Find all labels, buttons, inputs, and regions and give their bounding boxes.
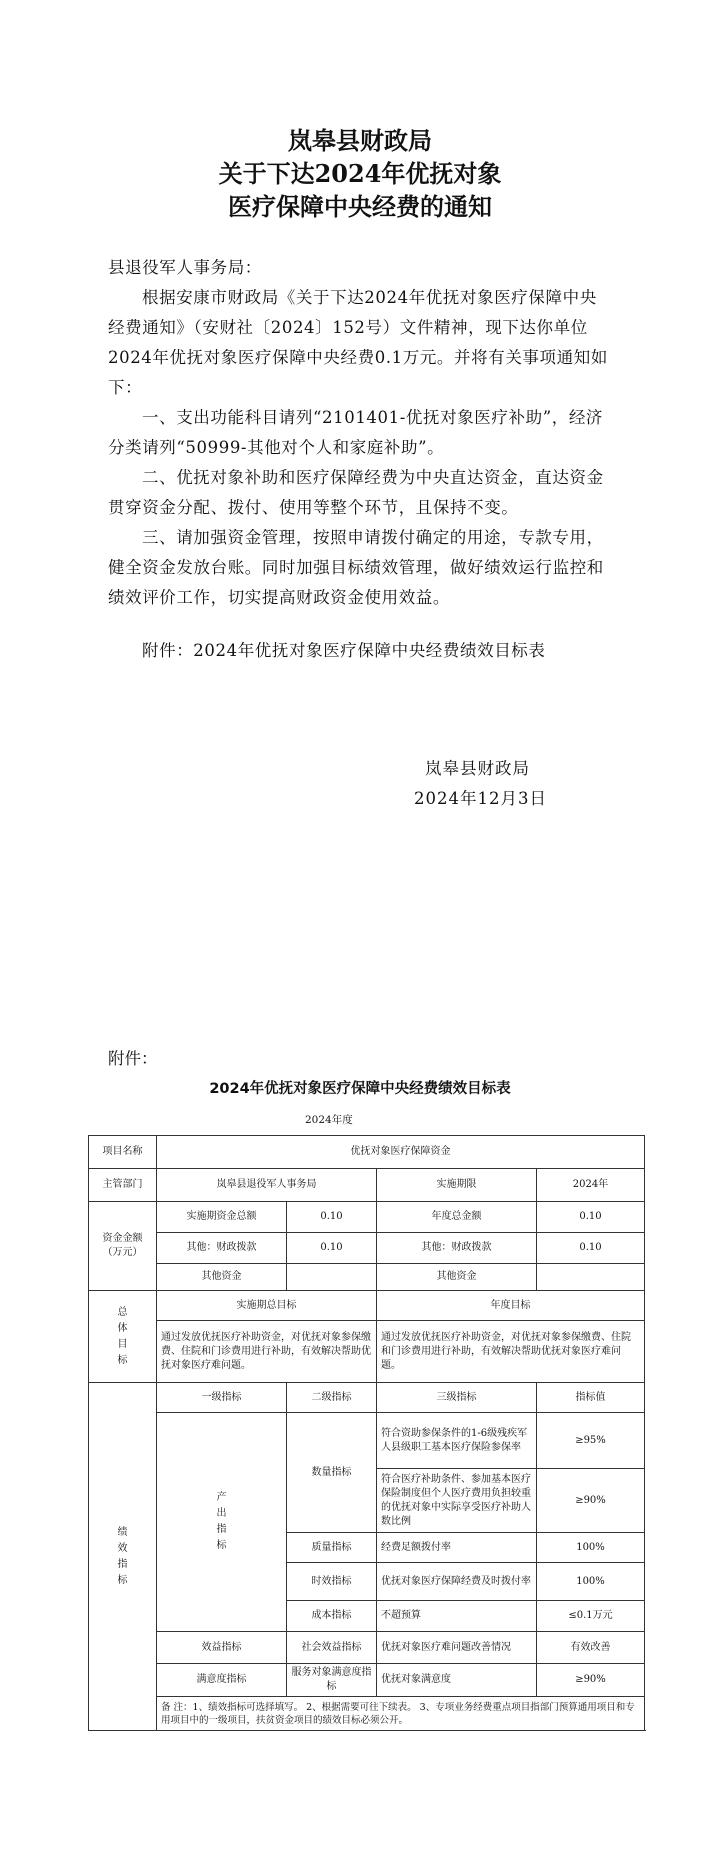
col-level2: 二级指标 [287,1383,377,1413]
funds-total-value: 0.10 [287,1202,377,1233]
col-level3: 三级指标 [377,1383,537,1413]
table-row [89,1202,645,1233]
table-row [89,1321,645,1383]
quantity-1-value: ≥95% [537,1413,645,1469]
social-benefit-label: 社会效益指标 [287,1632,377,1664]
table-row [89,1632,645,1664]
cost-text: 不超预算 [377,1601,537,1632]
social-benefit-value: 有效改善 [537,1632,645,1664]
cost-value: ≤0.1万元 [537,1601,645,1632]
quantity-2-value: ≥90% [537,1469,645,1533]
salutation: 县退役军人事务局： [108,258,262,277]
funds-other-fiscal-label-2: 其他：财政拨款 [377,1233,537,1264]
quantity-2-text: 符合医疗补助条件、参加基本医疗保险制度但个人医疗费用负担较重的优抚对象中实际享受医疗补助人数比例 [377,1469,537,1533]
notice-title-line-2: 关于下达2024年优抚对象 [218,159,502,188]
indicators-label: 绩效指标 [89,1383,157,1731]
time-text: 优抚对象医疗保障经费及时拨付率 [377,1563,537,1601]
col-level1: 一级指标 [157,1383,287,1413]
funds-year-total-label: 年度总金额 [377,1202,537,1233]
table-row [89,1233,645,1264]
period-value: 2024年 [537,1169,645,1202]
social-benefit-text: 优抚对象医疗难问题改善情况 [377,1632,537,1664]
annex-year-label: 2024年度 [305,1114,353,1126]
funds-total-label: 实施期资金总额 [157,1202,287,1233]
funds-label: 资金金额（万元） [89,1202,157,1291]
table-row [89,1169,645,1202]
notice-title-line-1: 岚皋县财政局 [288,126,432,155]
service-satisfaction-text: 优抚对象满意度 [377,1664,537,1697]
table-row [89,1664,645,1697]
goal-period-text: 通过发放优抚医疗补助资金，对优抚对象参保缴费、住院和门诊费用进行补助，有效解决帮助优抚对象医疗难问题。 [157,1321,377,1383]
table-footnote: 备 注：1、绩效指标可选择填写。 2、根据需要可往下续表。 3、专项业务经费重点项目指部门预算通用项目和专用项目中的一级项目，扶贫资金项目的绩效目标必须公开。 [157,1697,645,1731]
table-row [89,1413,645,1469]
paragraph-3: 二、优抚对象补助和医疗保障经费为中央直达资金，直达资金贯穿资金分配、拨付、使用等整个环节，且保持不变。 [108,468,604,517]
project-name-label: 项目名称 [89,1136,157,1169]
col-value: 指标值 [537,1383,645,1413]
output-indicator-label: 产出指标 [157,1413,287,1632]
goal-period-label: 实施期总目标 [157,1291,377,1321]
overall-goal-label: 总体目标 [89,1291,157,1383]
table-row [89,1136,645,1169]
paragraph-2: 一、支出功能科目请列“2101401-优抚对象医疗补助”，经济分类请列“50999-其他对个人和家庭补助”。 [108,408,604,457]
table-row [89,1383,645,1413]
goal-year-text: 通过发放优抚医疗补助资金，对优抚对象参保缴费、住院和门诊费用进行补助，有效解决帮助优抚对象医疗难问题。 [377,1321,645,1383]
period-label: 实施期限 [377,1169,537,1202]
paragraph-1: 根据安康市财政局《关于下达2024年优抚对象医疗保障中央经费通知》（安财社〔2024〕152号）文件精神，现下达你单位2024年优抚对象医疗保障中央经费0.1万元。并将有关事项通知如下： [108,288,608,397]
table-row [89,1291,645,1321]
funds-other-fiscal-value-2: 0.10 [537,1233,645,1264]
table-row [89,1697,645,1731]
benefit-indicator-label: 效益指标 [157,1632,287,1664]
time-indicator-label: 时效指标 [287,1563,377,1601]
funds-other-fiscal-value: 0.10 [287,1233,377,1264]
cost-indicator-label: 成本指标 [287,1601,377,1632]
funds-other-fiscal-label: 其他：财政拨款 [157,1233,287,1264]
funds-other-label: 其他资金 [157,1264,287,1291]
funds-other-value [287,1264,377,1291]
notice-body [108,253,613,613]
service-satisfaction-label: 服务对象满意度指标 [287,1664,377,1697]
dept-label: 主管部门 [89,1169,157,1202]
funds-other-value-2 [537,1264,645,1291]
funds-other-label-2: 其他资金 [377,1264,537,1291]
annex-label: 附件： [108,1049,158,1068]
quality-value: 100% [537,1533,645,1563]
signature-date: 2024年12月3日 [414,789,547,808]
funds-year-total-value: 0.10 [537,1202,645,1233]
table-row [89,1264,645,1291]
quality-indicator-label: 质量指标 [287,1533,377,1563]
satisfaction-indicator-label: 满意度指标 [157,1664,287,1697]
performance-target-table [88,1135,645,1731]
project-name-value: 优抚对象医疗保障资金 [157,1136,645,1169]
quantity-1-text: 符合资助参保条件的1-6级残疾军人县级职工基本医疗保险参保率 [377,1413,537,1469]
service-satisfaction-value: ≥90% [537,1664,645,1697]
quality-text: 经费足额拨付率 [377,1533,537,1563]
notice-title-line-3: 医疗保障中央经费的通知 [228,192,492,221]
signature-org: 岚皋县财政局 [425,759,530,778]
attachment-line: 附件：2024年优抚对象医疗保障中央经费绩效目标表 [142,641,546,660]
quantity-indicator-label: 数量指标 [287,1413,377,1533]
dept-value: 岚皋县退役军人事务局 [157,1169,377,1202]
annex-table-title: 2024年优抚对象医疗保障中央经费绩效目标表 [209,1081,511,1097]
time-value: 100% [537,1563,645,1601]
paragraph-4: 三、请加强资金管理，按照申请拨付确定的用途，专款专用，健全资金发放台账。同时加强目标绩效管理，做好绩效运行监控和绩效评价工作，切实提高财政资金使用效益。 [108,528,604,607]
goal-year-label: 年度目标 [377,1291,645,1321]
